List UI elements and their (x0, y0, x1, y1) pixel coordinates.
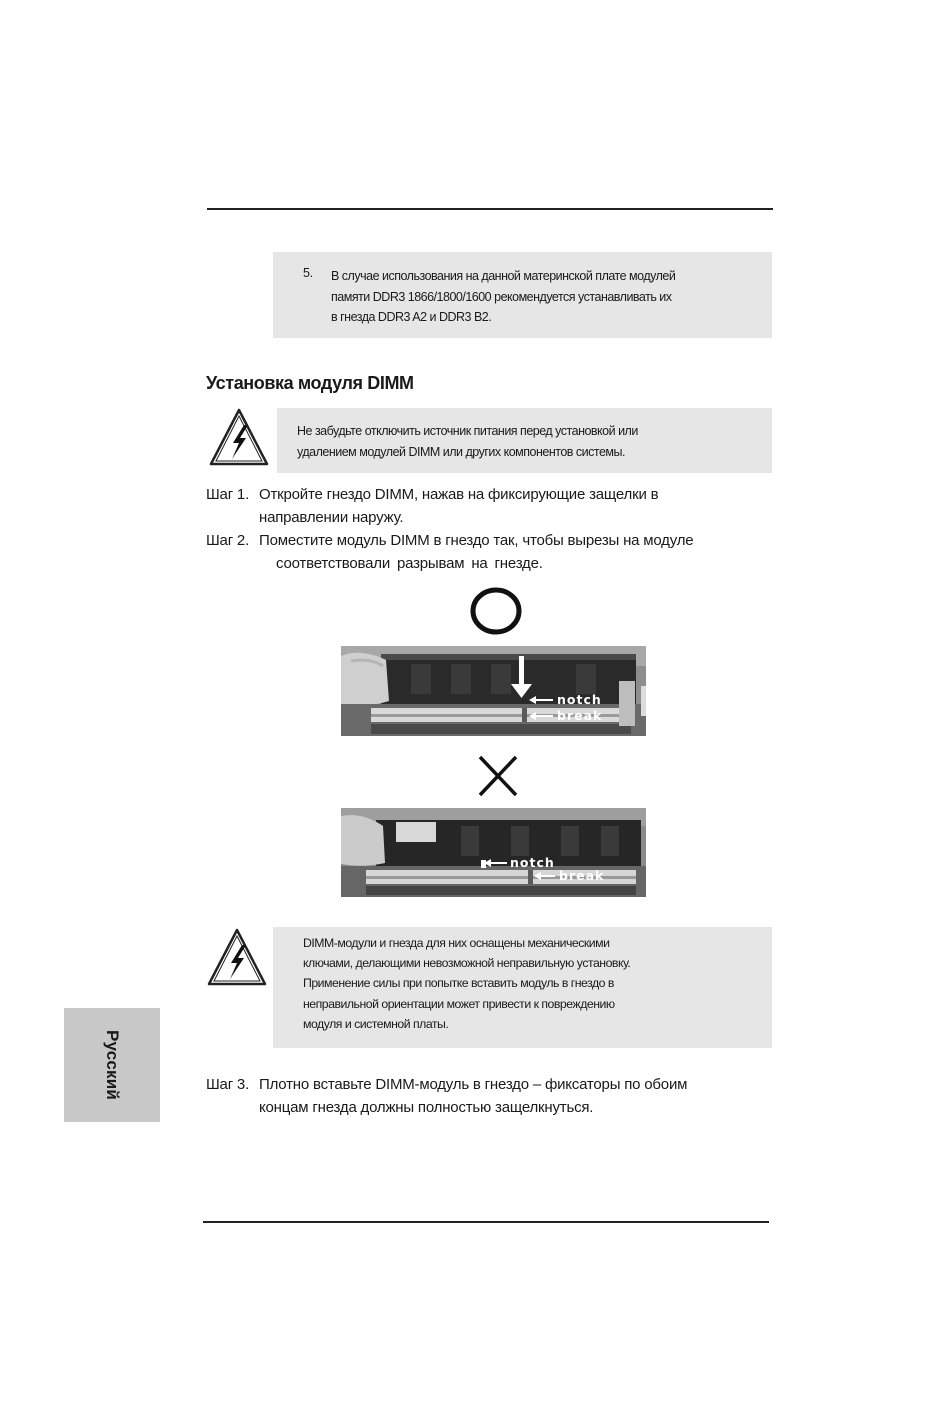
dimm-incorrect-photo (341, 808, 646, 897)
warning-text (303, 933, 753, 1034)
step-label: Шаг 1. (206, 486, 250, 503)
step-text: концам гнезда должны полностью защелкнуться. (259, 1099, 594, 1116)
warning-line: удалением модулей DIMM или других компонентов системы. (297, 445, 625, 459)
warning-line: Не забудьте отключить источник питания перед установкой или (297, 424, 638, 438)
note-line: памяти DDR3 1866/1800/1600 рекомендуется устанавливать их (331, 289, 672, 304)
step-text: соответствовали разрывам на гнезде. (276, 555, 543, 572)
keying-warning-box (273, 927, 772, 1048)
section-title: Установка модуля DIMM (206, 373, 414, 393)
step-label: Шаг 3. (206, 1076, 250, 1093)
power-warning-box (277, 408, 772, 473)
top-rule (207, 208, 773, 210)
warning-lightning-icon (208, 407, 270, 467)
break-label: break (559, 868, 605, 883)
note-line: В случае использования на данной материнской плате модулей (331, 269, 676, 283)
note-text (331, 266, 751, 328)
circle-correct-icon (468, 585, 524, 637)
warning-line: ключами, делающими невозможной неправильную установку. (303, 956, 631, 971)
warning-line: Применение силы при попытке вставить модуль в гнездо в (303, 976, 614, 991)
warning-text (297, 421, 757, 463)
language-tab-label: Русский (103, 1029, 122, 1101)
step-text: Откройте гнездо DIMM, нажав на фиксирующие защелки в (259, 486, 659, 503)
step-text: Поместите модуль DIMM в гнездо так, чтобы вырезы на модуле (259, 532, 694, 549)
warning-line: неправильной ориентации может привести к повреждению (303, 996, 615, 1011)
step-text: Плотно вставьте DIMM-модуль в гнездо – фиксаторы по обоим (259, 1076, 688, 1093)
dimm-correct-photo (341, 646, 646, 736)
note-number: 5. (303, 266, 313, 280)
break-label: break (557, 708, 603, 723)
memory-note-box (273, 252, 772, 338)
warning-line: DIMM-модули и гнезда для них оснащены механическими (303, 936, 610, 950)
bottom-rule (203, 1221, 769, 1223)
notch-label: notch (557, 692, 602, 707)
note-line: в гнезда DDR3 A2 и DDR3 B2. (331, 310, 492, 324)
warning-lightning-icon (206, 927, 268, 987)
step-label: Шаг 2. (206, 532, 250, 549)
language-tab (64, 1008, 160, 1122)
cross-incorrect-icon (476, 753, 520, 799)
notch-label: notch (510, 855, 555, 870)
step-text: направлении наружу. (259, 509, 404, 526)
warning-line: модуля и системной платы. (303, 1016, 449, 1031)
